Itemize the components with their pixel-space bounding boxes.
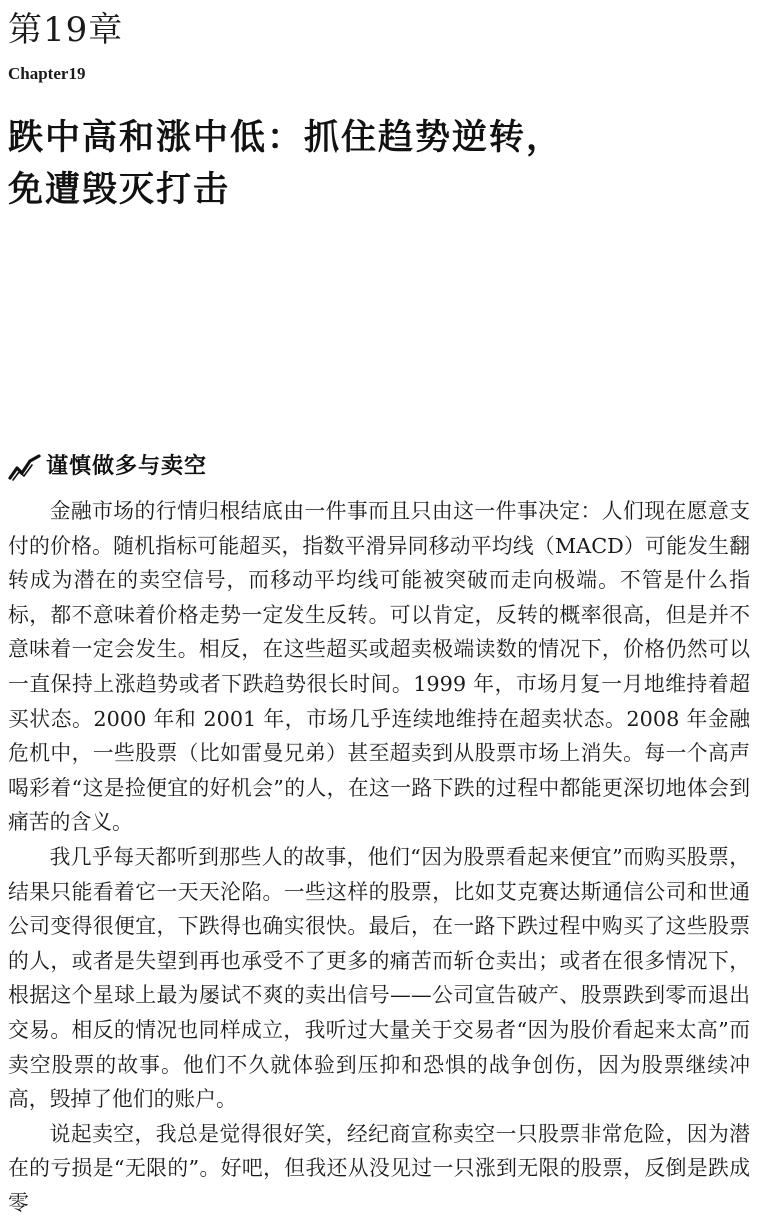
paragraph-1: 金融市场的行情归根结底由一件事而且只由这一件事决定：人们现在愿意支付的价格。随机指标可能超买，指数平滑异同移动平均线（MACD）可能发生翻转成为潜在的卖空信号，而移动平均线可能被突破而走向极端。不管是什么指标，都不意味着价格走势一定发生反转。可以肯定，反转的概率很高，但是并不意味着一定会发生。相反，在这些超买或超卖极端读数的情况下，价格仍然可以一直保持上涨趋势或者下跌趋势很长时间。1999 年，市场月复一月地维持着超买状态。2000 年和 2001 年，市场几乎连续地维持在超卖状态。2008 年金融危机中，一些股票（比如雷曼兄弟）甚至超卖到从股票市场上消失。每一个高声喝彩着“这是捡便宜的好机会”的人，在这一路下跌的过程中都能更深切地体会到痛苦的含义。 [8,499,750,835]
chapter-number: 第19章 [8,10,124,50]
body-text [8,494,750,1220]
chapter-title-line-2: 免遭毁灭打击 [8,170,231,210]
section-title: 谨慎做多与卖空 [46,454,208,479]
chapter-title-line-1: 跌中高和涨中低：抓住趋势逆转， [8,118,564,158]
trend-line-icon [8,453,42,481]
paragraph-3: 说起卖空，我总是觉得很好笑，经纪商宣称卖空一只股票非常危险，因为潜在的亏损是“无限的”。好吧，但我还从没见过一只涨到无限的股票，反倒是跌成零 [8,1121,750,1215]
section-heading [8,450,207,484]
paragraph-2: 我几乎每天都听到那些人的故事，他们“因为股票看起来便宜”而购买股票，结果只能看着它一天天沦陷。一些这样的股票，比如艾克赛达斯通信公司和世通公司变得很便宜，下跌得也确实很快。最后，在一路下跌过程中购买了这些股票的人，或者是失望到再也承受不了更多的痛苦而斩仓卖出；或者在很多情况下，根据这个星球上最为屡试不爽的卖出信号——公司宣告破产、股票跌到零而退出交易。相反的情况也同样成立，我听过大量关于交易者“因为股价看起来太高”而卖空股票的故事。他们不久就体验到压抑和恐惧的战争创伤，因为股票继续冲高，毁掉了他们的账户。 [8,844,750,1112]
chapter-english-label: Chapter19 [8,64,86,83]
chapter-title [8,112,748,216]
